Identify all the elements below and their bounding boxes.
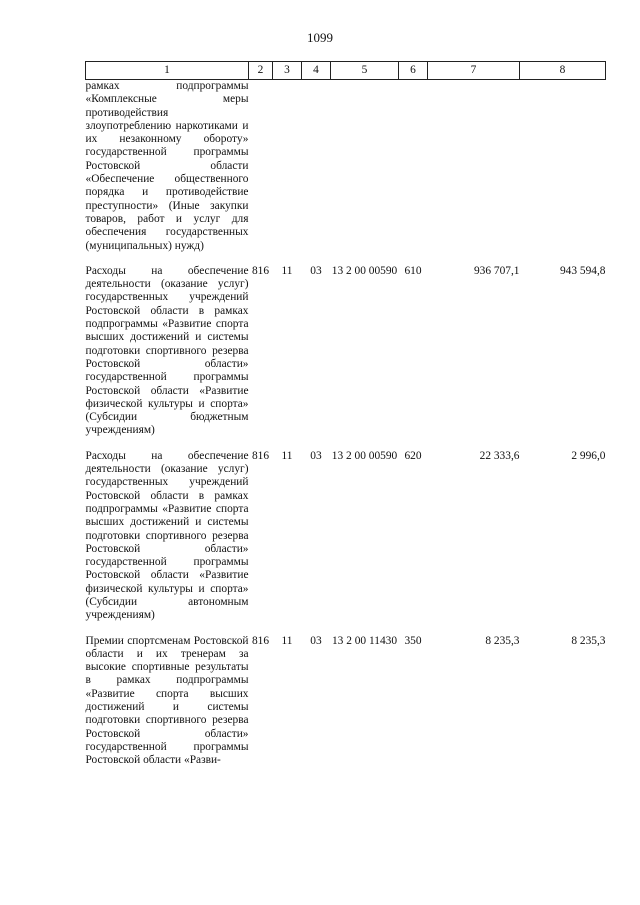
column-header: 8 — [520, 62, 606, 80]
subsection-code — [302, 80, 331, 253]
amount-year-2: 943 594,8 — [559, 264, 606, 277]
subsection-code: 03 — [310, 449, 322, 462]
column-header: 5 — [331, 62, 399, 80]
amount-year-1 — [428, 80, 520, 253]
page-number: 1099 — [307, 30, 333, 45]
ministry-code — [249, 80, 273, 253]
amount-year-2 — [520, 80, 606, 253]
table-row — [86, 265, 606, 438]
section-code: 11 — [281, 264, 293, 277]
table-row — [86, 635, 606, 768]
expense-description: рамках подпрограммы «Комплексные меры противодействия злоупотреблению наркотиками и их незаконному обороту» государственной программы Ростовской области «Обеспечение общественного порядка и противодействие преступности» (Иные закупки товаров, работ и услуг для обеспечения государственных (муниципальных) нужд) — [85, 80, 249, 252]
ministry-code: 816 — [251, 449, 270, 462]
section-code: 11 — [281, 634, 293, 647]
section-code: 11 — [281, 449, 293, 462]
target-article-code — [331, 80, 399, 253]
budget-table — [85, 61, 606, 768]
amount-year-2: 8 235,3 — [571, 634, 606, 647]
amount-year-1: 22 333,6 — [479, 449, 520, 462]
expense-type-code: 610 — [404, 264, 422, 277]
expense-type-code — [399, 80, 428, 253]
expense-description: Расходы на обеспечение деятельности (оказание услуг) государственных учреждений Ростовской области в рамках подпрограммы «Развитие спорта высших достижений и системы подготовки спортивного резерва Ростовской области» государственной программы Ростовской области «Развитие физической культуры и спорта» (Субсидии автономным учреждениям) — [85, 449, 249, 622]
amount-year-1: 8 235,3 — [485, 634, 520, 647]
amount-year-2: 2 996,0 — [571, 449, 606, 462]
expense-description: Расходы на обеспечение деятельности (оказание услуг) государственных учреждений Ростовской области в рамках подпрограммы «Развитие спорта высших достижений и системы подготовки спортивного резерва Ростовской области» государственной программы Ростовской области «Развитие физической культуры и спорта» (Субсидии бюджетным учреждениям) — [85, 264, 249, 437]
target-article-code: 13 2 00 00590 — [331, 449, 398, 462]
column-header: 7 — [428, 62, 520, 80]
section-code — [273, 80, 302, 253]
column-header: 6 — [399, 62, 428, 80]
column-header: 3 — [273, 62, 302, 80]
column-header: 1 — [86, 62, 249, 80]
expense-type-code: 620 — [404, 449, 422, 462]
column-header: 2 — [249, 62, 273, 80]
expense-description: Премии спортсменам Ростовской области и их тренерам за высокие спортивные результаты в рамках подпрограммы «Развитие спорта высших достижений и системы подготовки спортивного резерва Ростовской области» государственной программы Ростовской области «Разви- — [85, 634, 249, 767]
target-article-code: 13 2 00 00590 — [331, 264, 398, 277]
subsection-code: 03 — [310, 634, 322, 647]
amount-year-1: 936 707,1 — [473, 264, 520, 277]
column-header: 4 — [302, 62, 331, 80]
table-header-row — [86, 62, 606, 80]
ministry-code: 816 — [251, 634, 270, 647]
table-row — [86, 450, 606, 623]
target-article-code: 13 2 00 11430 — [331, 634, 398, 647]
expense-type-code: 350 — [404, 634, 422, 647]
ministry-code: 816 — [251, 264, 270, 277]
table-row — [86, 80, 606, 253]
subsection-code: 03 — [310, 264, 322, 277]
